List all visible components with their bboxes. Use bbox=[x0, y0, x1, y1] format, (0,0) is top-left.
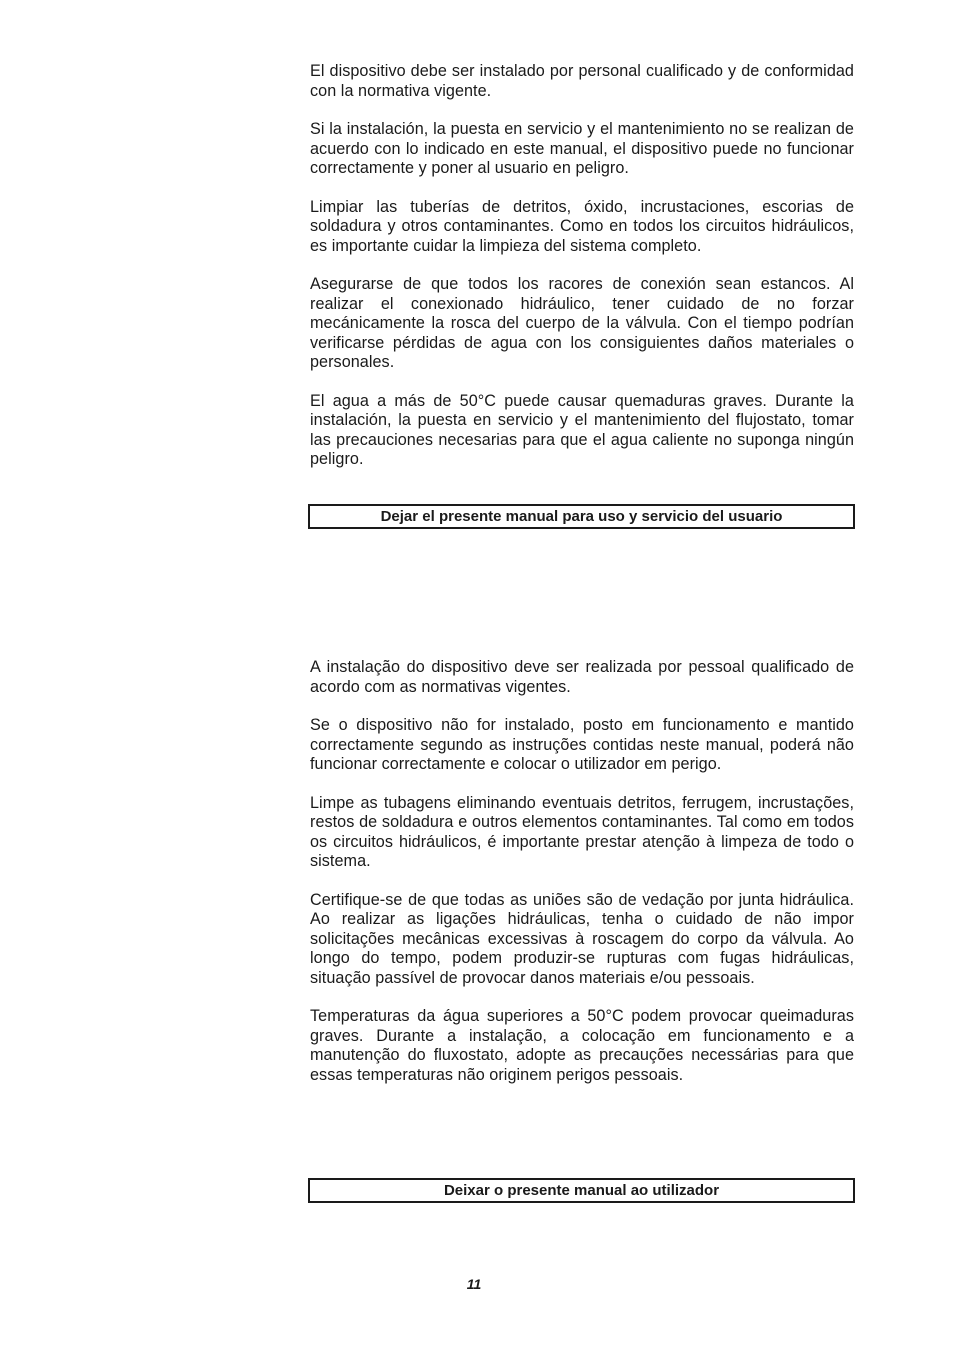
spanish-paragraph-1: El dispositivo debe ser instalado por personal cualificado y de conformidad con la normativa vigente. bbox=[310, 62, 854, 100]
spanish-paragraph-3: Limpiar las tuberías de detritos, óxido, incrustaciones, escorias de soldadura y otros contaminantes. Como en todos los circuitos hidráulicos, es importante cuidar la limpieza del sistema completo. bbox=[310, 197, 854, 255]
spanish-paragraph-5: El agua a más de 50°C puede causar quemaduras graves. Durante la instalación, la puesta en servicio y el mantenimiento del flujostato, tomar las precauciones necesarias para que el agua caliente no suponga ningún peligro. bbox=[310, 391, 854, 468]
spanish-paragraph-4: Asegurarse de que todos los racores de conexión sean estancos. Al realizar el conexionado hidráulico, tener cuidado de no forzar mecánicamente la rosca del cuerpo de la válvula. Con el tiempo podrían verificarse pérdidas de agua con los consiguientes daños materiales o personales. bbox=[310, 275, 854, 371]
portuguese-section bbox=[310, 658, 854, 1104]
spanish-notice-box: Dejar el presente manual para uso y servicio del usuario bbox=[308, 504, 855, 529]
portuguese-paragraph-3: Limpe as tubagens eliminando eventuais detritos, ferrugem, incrustações, restos de soldadura e outros elementos contaminantes. Tal como em todos os circuitos hidráulicos, é importante prestar atenção à limpeza de todo o sistema. bbox=[310, 793, 854, 870]
spanish-paragraph-2: Si la instalación, la puesta en servicio y el mantenimiento no se realizan de acuerdo con lo indicado en este manual, el dispositivo puede no funcionar correctamente y poner al usuario en peligro. bbox=[310, 120, 854, 177]
page-number: 11 bbox=[466, 1276, 482, 1292]
portuguese-paragraph-5: Temperaturas da água superiores a 50°C podem provocar queimaduras graves. Durante a instalação, a colocação em funcionamento e a manutenção do fluxostato, adopte as precauções necessárias para que essas temperaturas não originem perigos pessoais. bbox=[310, 1007, 854, 1084]
portuguese-notice-box: Deixar o presente manual ao utilizador bbox=[308, 1178, 855, 1203]
portuguese-paragraph-1: A instalação do dispositivo deve ser realizada por pessoal qualificado de acordo com as normativas vigentes. bbox=[310, 658, 854, 696]
portuguese-paragraph-4: Certifique-se de que todas as uniões são de vedação por junta hidráulica. Ao realizar as ligações hidráulicas, tenha o cuidado de não impor solicitações mecânicas excessivas à roscagem do corpo da válvula. Ao longo do tempo, podem produzir-se rupturas com fugas hidráulicas, situação passível de provocar danos materiais e/ou pessoais. bbox=[310, 890, 854, 987]
portuguese-paragraph-2: Se o dispositivo não for instalado, posto em funcionamento e mantido correctamente segundo as instruções contidas neste manual, poderá não funcionar correctamente e colocar o utilizador em perigo. bbox=[310, 716, 854, 773]
spanish-section bbox=[310, 62, 854, 489]
